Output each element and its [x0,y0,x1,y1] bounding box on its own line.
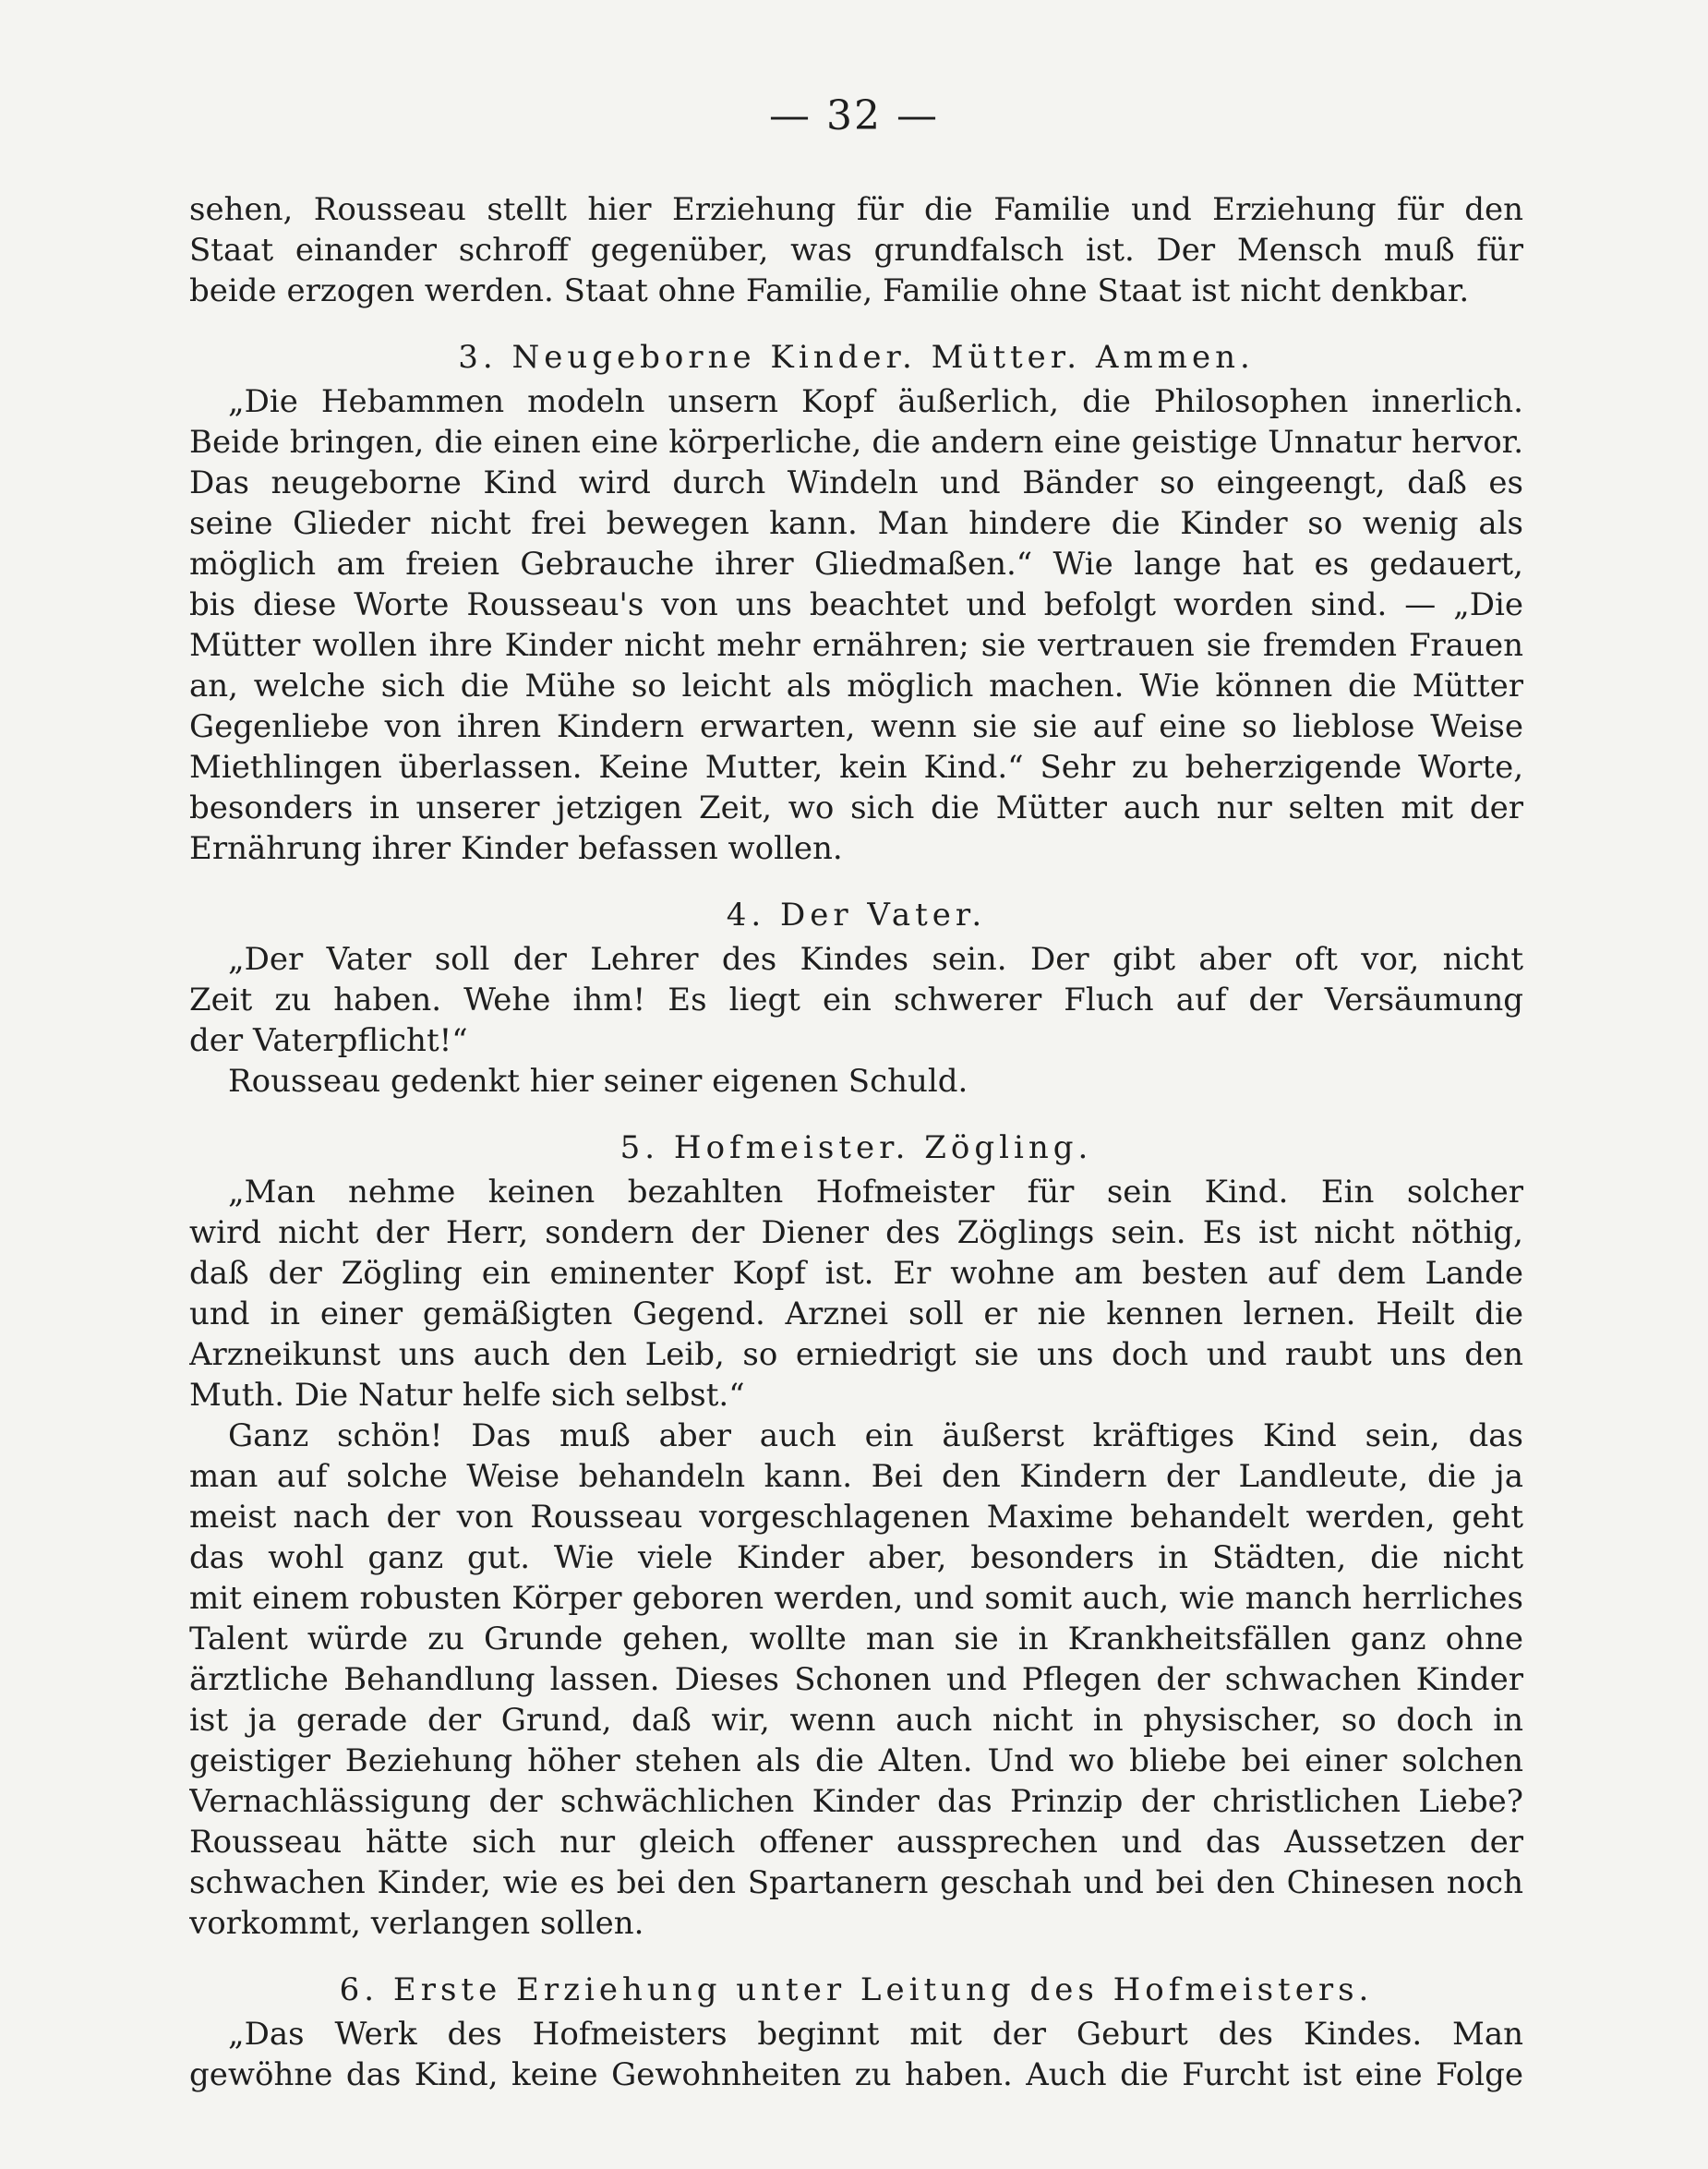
text-line: seine Glieder nicht frei bewegen kann. Man hindere die Kinder so wenig als [189,505,1523,542]
text-line: Talent würde zu Grunde gehen, wollte man sie in Krankheitsfällen ganz ohne [189,1621,1523,1657]
text-line: vorkommt, verlangen sollen. [189,1905,644,1942]
text-line: besonders in unserer jetzigen Zeit, wo sich die Mütter auch nur selten mit der [189,789,1523,826]
text-line: Rousseau hätte sich nur gleich offener aussprechen und das Aussetzen der [189,1824,1523,1861]
text-line: Ernährung ihrer Kinder befassen wollen. [189,830,843,867]
text-line: Staat einander schroff gegenüber, was grundfalsch ist. Der Mensch muß für [189,232,1523,269]
text-line: Gegenliebe von ihren Kindern erwarten, wenn sie sie auf eine so lieblose Weise [189,708,1523,745]
text-line: Muth. Die Natur helfe sich selbst.“ [189,1377,745,1414]
text-line: mit einem robusten Körper geboren werden, und somit auch, wie manch herrliches [189,1580,1523,1617]
text-line: man auf solche Weise behandeln kann. Bei den Kindern der Landleute, die ja [189,1458,1523,1495]
text-line: Miethlingen überlassen. Keine Mutter, kein Kind.“ Sehr zu beherzigende Worte, [189,749,1523,786]
text-line: Mütter wollen ihre Kinder nicht mehr ernähren; sie vertrauen sie fremden Frauen [189,627,1523,664]
section-heading-4: 4. Der Vater. [726,897,987,934]
text-line: geistiger Beziehung höher stehen als die Alten. Und wo bliebe bei einer solchen [189,1742,1523,1779]
text-line: und in einer gemäßigten Gegend. Arznei soll er nie kennen lernen. Heilt die [189,1295,1523,1332]
text-line: wird nicht der Herr, sondern der Diener des Zöglings sein. Es ist nicht nöthig, [189,1214,1523,1251]
text-line: „Das Werk des Hofmeisters beginnt mit der Geburt des Kindes. Man [228,2016,1523,2053]
text-line: meist nach der von Rousseau vorgeschlagenen Maxime behandelt werden, geht [189,1499,1523,1536]
text-line: Rousseau gedenkt hier seiner eigenen Schuld. [228,1063,968,1100]
page-body [189,189,1523,2095]
text-line: „Der Vater soll der Lehrer des Kindes sein. Der gibt aber oft vor, nicht [228,941,1523,978]
text-line: „Man nehme keinen bezahlten Hofmeister für sein Kind. Ein solcher [228,1174,1523,1211]
text-line: sehen, Rousseau stellt hier Erziehung für die Familie und Erziehung für den [189,191,1523,228]
text-line: Ganz schön! Das muß aber auch ein äußerst kräftiges Kind sein, das [228,1417,1523,1454]
section-heading-3: 3. Neugeborne Kinder. Mütter. Ammen. [458,339,1255,376]
text-line: bis diese Worte Rousseau's von uns beachtet und befolgt worden sind. — „Die [189,586,1523,623]
text-line: der Vaterpflicht!“ [189,1022,468,1059]
text-line: daß der Zögling ein eminenter Kopf ist. Er wohne am besten auf dem Lande [189,1255,1523,1292]
text-line: schwachen Kinder, wie es bei den Spartanern geschah und bei den Chinesen noch [189,1864,1523,1901]
text-line: Beide bringen, die einen eine körperliche, die andern eine geistige Unnatur hervor. [189,424,1523,461]
text-line: Das neugeborne Kind wird durch Windeln und Bänder so eingeengt, daß es [189,464,1523,501]
text-line: beide erzogen werden. Staat ohne Familie, Familie ohne Staat ist nicht denkbar. [189,272,1470,309]
text-line: Vernachlässigung der schwächlichen Kinder das Prinzip der christlichen Liebe? [189,1783,1523,1820]
text-line: an, welche sich die Mühe so leicht als möglich machen. Wie können die Mütter [189,668,1523,705]
text-line: ist ja gerade der Grund, daß wir, wenn auch nicht in physischer, so doch in [189,1702,1523,1739]
text-line: Zeit zu haben. Wehe ihm! Es liegt ein schwerer Fluch auf der Versäumung [189,982,1523,1018]
text-line: das wohl ganz gut. Wie viele Kinder aber, besonders in Städten, die nicht [189,1539,1523,1576]
text-line: gewöhne das Kind, keine Gewohnheiten zu haben. Auch die Furcht ist eine Folge [189,2056,1523,2093]
section-heading-5: 5. Hofmeister. Zögling. [619,1129,1093,1166]
text-line: möglich am freien Gebrauche ihrer Gliedmaßen.“ Wie lange hat es gedauert, [189,546,1523,583]
page-number: — 32 — [769,92,939,139]
section-heading-6: 6. Erste Erziehung unter Leitung des Hofmeisters. [339,1971,1374,2008]
text-line: ärztliche Behandlung lassen. Dieses Schonen und Pflegen der schwachen Kinder [189,1661,1523,1698]
text-line: „Die Hebammen modeln unsern Kopf äußerlich, die Philosophen innerlich. [228,383,1523,420]
text-line: Arzneikunst uns auch den Leib, so erniedrigt sie uns doch und raubt uns den [189,1336,1523,1373]
